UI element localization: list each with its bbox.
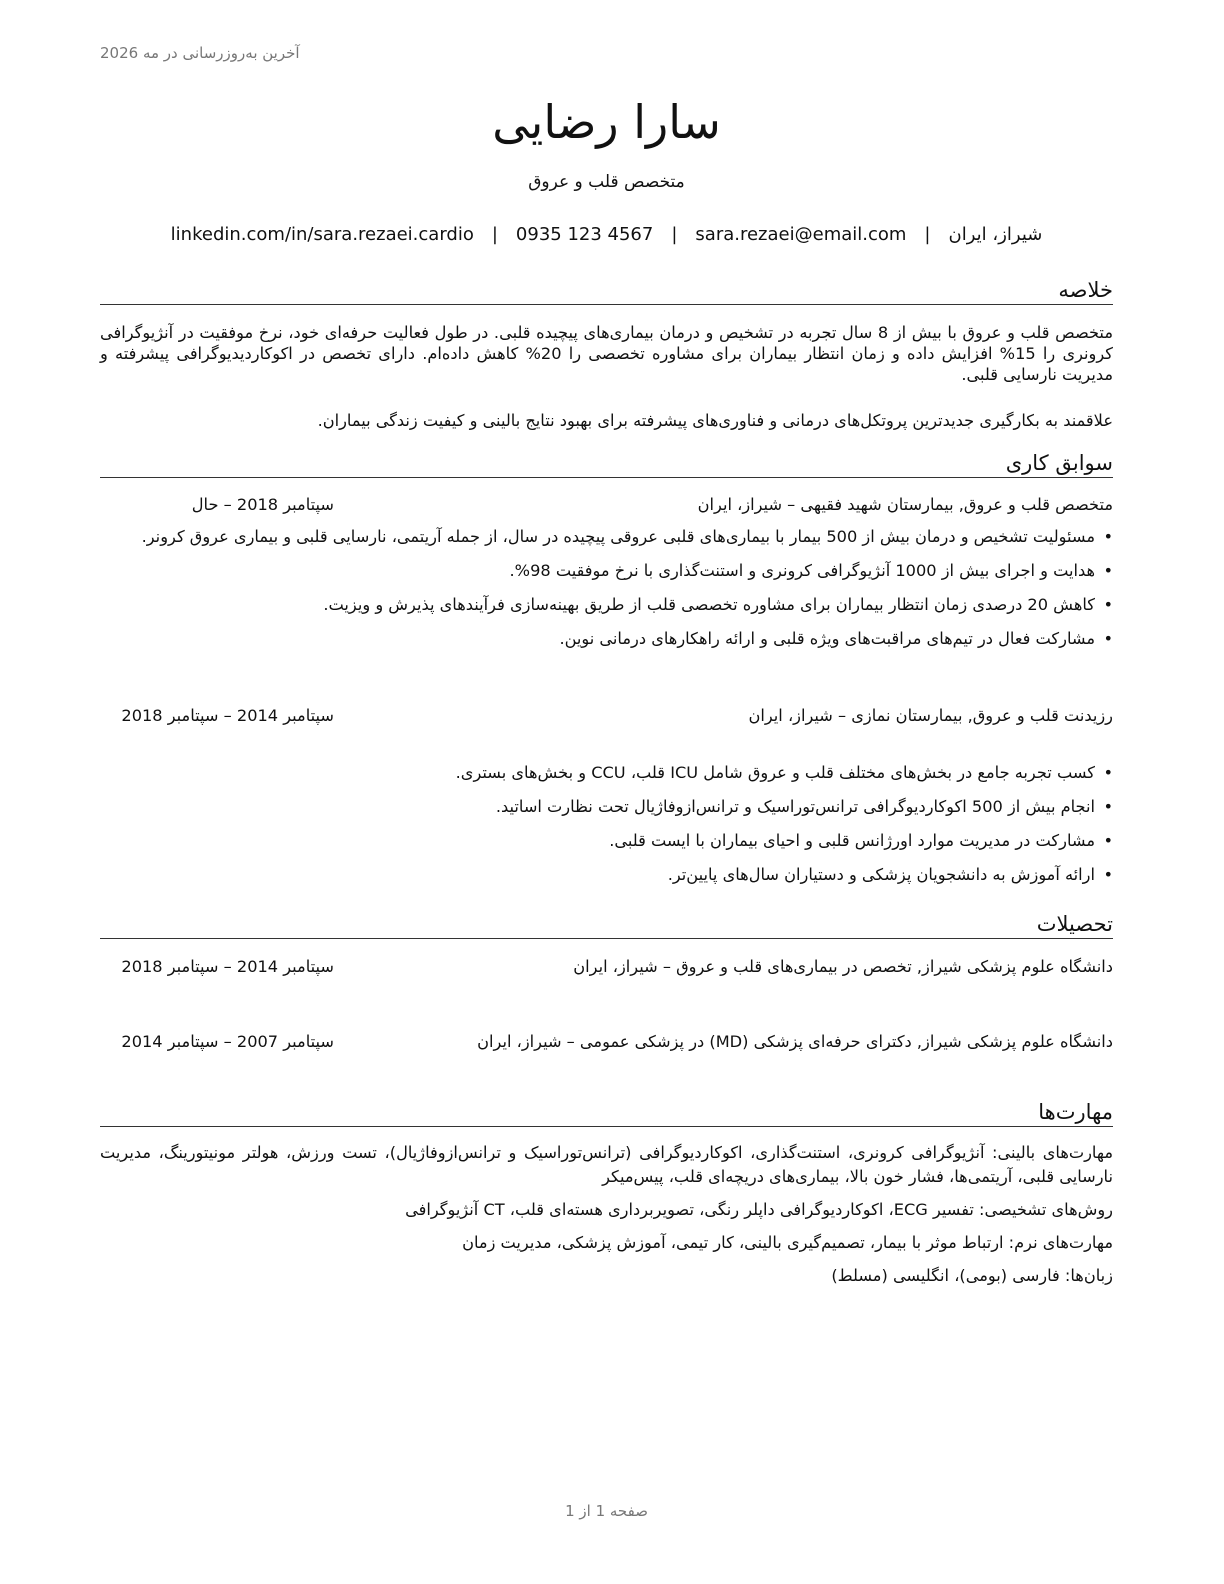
skills-line: مهارت‌های نرم: ارتباط موثر با بیمار، تصمیم‌گیری بالینی، کار تیمی، آموزش پزشکی، مدیریت زمان <box>462 1233 1113 1252</box>
list-item: • ارائه آموزش به دانشجویان پزشکی و دستیاران سال‌های پایین‌تر. <box>100 863 1113 887</box>
job-position: متخصص قلب و عروق, بیمارستان شهید فقیهی – شیراز، ایران <box>697 495 1113 514</box>
contact-linkedin[interactable]: linkedin.com/in/sara.rezaei.cardio <box>170 224 474 245</box>
job-dates: سپتامبر 2018 – حال <box>191 495 334 514</box>
contact-separator: | <box>924 224 931 245</box>
job-bullets <box>100 525 1113 661</box>
resume-page <box>100 0 1113 1584</box>
summary-paragraph: متخصص قلب و عروق با بیش از 8 سال تجربه در تشخیص و درمان بیماری‌های پیچیده قلبی. در طول فعالیت حرفه‌ای خود، نرخ موفقیت در آنژیوگرافی کرونری را 15% افزایش داده و زمان انتظار بیماران برای مشاوره تخصصی را 20% کاهش داده‌ام. دارای تخصص در اکوکاردیدیوگرافی پیشرفته و مدیریت نارسایی قلبی. <box>100 323 1114 384</box>
page-number: صفحه 1 از 1 <box>565 1502 648 1520</box>
job-entry <box>100 704 1113 752</box>
list-item: • مشارکت در مدیریت موارد اورژانس قلبی و احیای بیماران با ایست قلبی. <box>100 829 1113 853</box>
job-title: متخصص قلب و عروق <box>528 172 685 192</box>
last-updated-note: آخرین به‌روزرسانی در مه 2026 <box>100 44 300 62</box>
job-position: رزیدنت قلب و عروق, بیمارستان نمازی – شیراز، ایران <box>748 706 1113 725</box>
list-item: • انجام بیش از 500 اکوکاردیوگرافی ترانس‌توراسیک و ترانس‌ازوفاژیال تحت نظارت اساتید. <box>100 795 1113 819</box>
skills-list <box>100 1141 1113 1297</box>
job-dates: سپتامبر 2014 – سپتامبر 2018 <box>121 706 334 725</box>
contact-line <box>100 222 1113 248</box>
contact-separator: | <box>491 224 498 245</box>
list-item: • مسئولیت تشخیص و درمان بیش از 500 بیمار با بیماری‌های قلبی عروقی پیچیده در سال، از جمله آریتمی، نارسایی قلبی و بیماری عروق کرونر. <box>100 525 1113 549</box>
education-institution: دانشگاه علوم پزشکی شیراز, تخصص در بیماری‌های قلب و عروق – شیراز، ایران <box>573 957 1113 976</box>
person-name: سارا رضایی <box>492 95 721 149</box>
education-entry <box>100 1030 1113 1078</box>
contact-separator: | <box>671 224 678 245</box>
skills-heading: مهارت‌ها <box>100 1098 1113 1127</box>
skills-line: روش‌های تشخیصی: تفسیر ECG، اکوکاردیوگرافی داپلر رنگی، تصویربرداری هسته‌ای قلب، CT آنژیوگرافی <box>405 1200 1113 1219</box>
list-item: • کاهش 20 درصدی زمان انتظار بیماران برای مشاوره تخصصی قلب از طریق بهینه‌سازی فرآیندهای پذیرش و ویزیت. <box>100 593 1113 617</box>
contact-location: شیراز، ایران <box>948 224 1043 245</box>
contact-phone[interactable]: 0935 123 4567 <box>515 224 654 245</box>
education-dates: سپتامبر 2014 – سپتامبر 2018 <box>121 957 334 976</box>
skills-line: زبان‌ها: فارسی (بومی)، انگلیسی (مسلط) <box>831 1266 1113 1285</box>
summary-heading: خلاصه <box>100 276 1113 305</box>
skills-line: مهارت‌های بالینی: آنژیوگرافی کرونری، استنت‌گذاری، اکوکاردیوگرافی (ترانس‌توراسیک و ترانس‌ازوفاژیال)، تست ورزش، هولتر مونیتورینگ، مدیریت نارسایی قلبی، آریتمی‌ها، فشار خون بالا، بیماری‌های دریچه‌ای قلب، پیس‌میکر <box>100 1143 1113 1186</box>
education-institution: دانشگاه علوم پزشکی شیراز, دکترای حرفه‌ای پزشکی (MD) در پزشکی عمومی – شیراز، ایران <box>477 1032 1113 1051</box>
summary-paragraph: علاقمند به بکارگیری جدیدترین پروتکل‌های درمانی و فناوری‌های پیشرفته برای بهبود نتایج بالینی و کیفیت زندگی بیماران. <box>317 411 1113 430</box>
contact-email[interactable]: sara.rezaei@email.com <box>695 224 907 245</box>
job-bullets <box>100 761 1113 897</box>
education-dates: سپتامبر 2007 – سپتامبر 2014 <box>121 1032 334 1051</box>
experience-heading: سوابق کاری <box>100 449 1113 478</box>
list-item: • مشارکت فعال در تیم‌های مراقبت‌های ویژه قلبی و ارائه راهکارهای درمانی نوین. <box>100 627 1113 651</box>
education-entry <box>100 955 1113 1003</box>
list-item: • کسب تجربه جامع در بخش‌های مختلف قلب و عروق شامل ICU قلب، CCU و بخش‌های بستری. <box>100 761 1113 785</box>
education-heading: تحصیلات <box>100 910 1113 939</box>
list-item: • هدایت و اجرای بیش از 1000 آنژیوگرافی کرونری و استنت‌گذاری با نرخ موفقیت 98%. <box>100 559 1113 583</box>
